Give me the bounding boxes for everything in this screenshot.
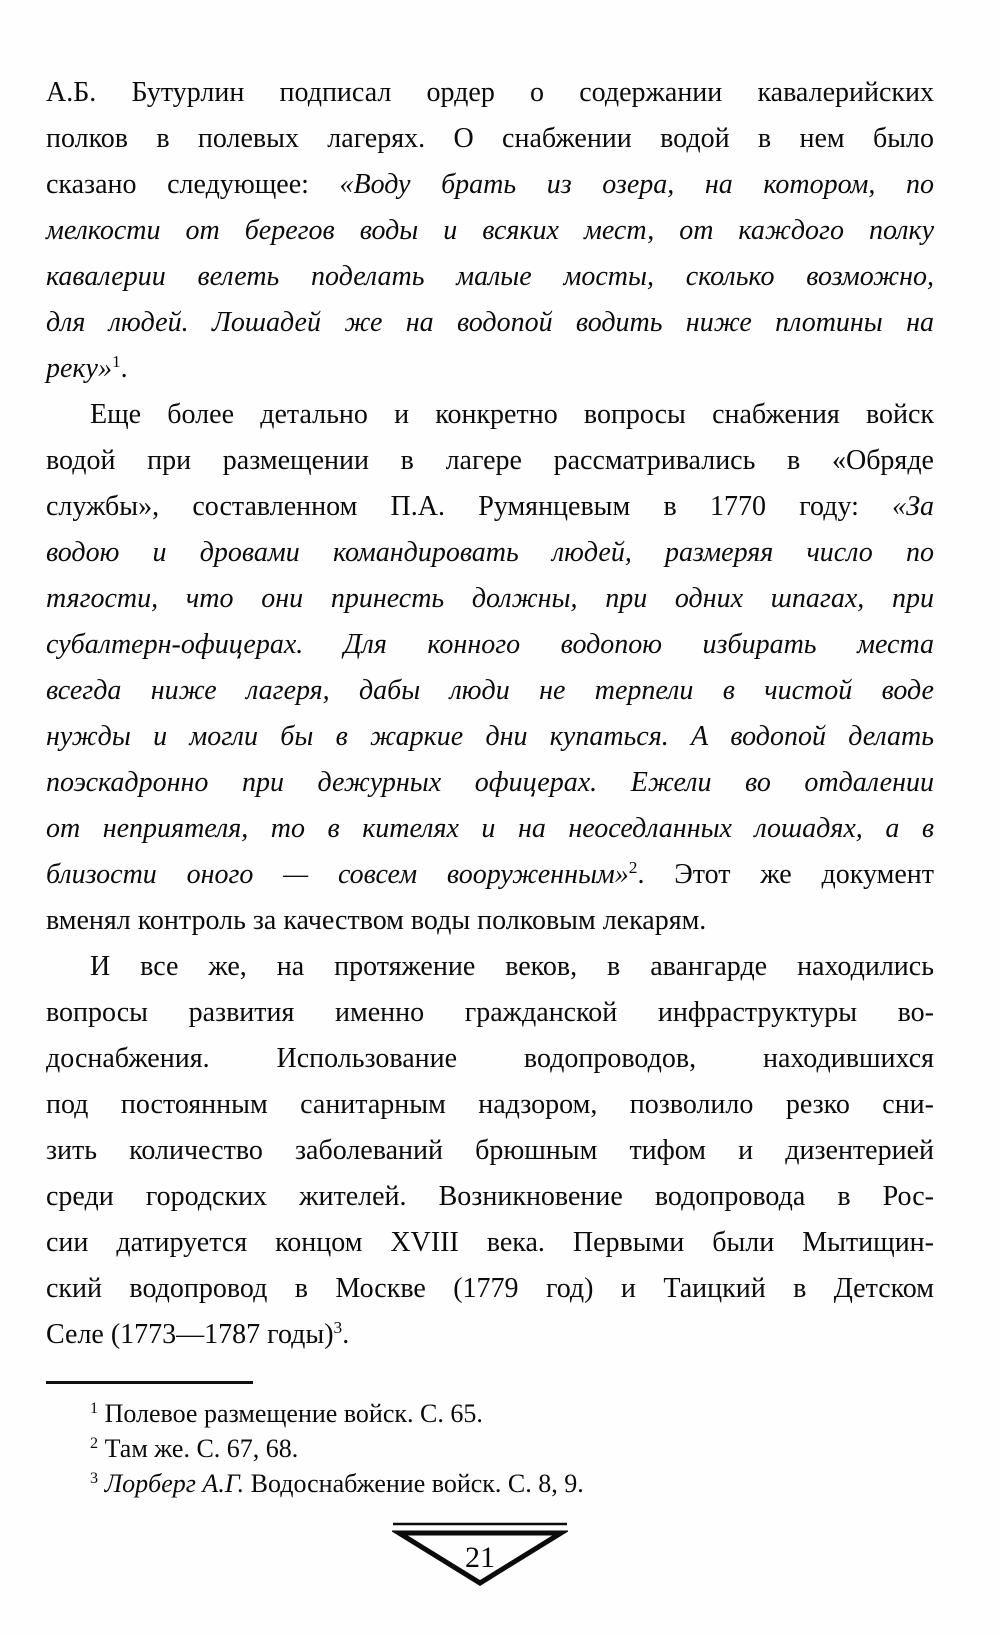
text-line [46, 438, 934, 484]
body-text: Там же. С. 67, 68. [98, 1434, 299, 1463]
paragraph [46, 392, 934, 944]
text-line [46, 208, 934, 254]
body-text: водой при размещении в лагере рассматривались в «Обряде [46, 445, 934, 476]
body-text: ский водопровод в Москве (1779 год) и Таицкий в Детском [46, 1273, 934, 1304]
text-line [46, 484, 934, 530]
body-text: . Этот же документ [637, 859, 934, 890]
text-line [46, 346, 934, 392]
italic-text: Лорберг А.Г. [98, 1469, 245, 1498]
text-line [46, 1174, 934, 1220]
body-text: вопросы развития именно гражданской инфраструктуры во- [46, 997, 934, 1028]
text-line [46, 1312, 934, 1358]
body-text: . [342, 1319, 350, 1350]
paragraph [46, 70, 934, 392]
text-line [46, 576, 934, 622]
italic-text: «За [892, 491, 934, 522]
text-line [46, 622, 934, 668]
footnotes [46, 1396, 934, 1501]
text-line [46, 760, 934, 806]
italic-text: близости оного — совсем вооруженным» [46, 859, 629, 890]
text-line [46, 852, 934, 898]
text-line [46, 70, 934, 116]
body-text: среди городских жителей. Возникновение водопровода в Рос- [46, 1181, 934, 1212]
footnote [46, 1466, 934, 1501]
text-line [46, 944, 934, 990]
text-line [46, 300, 934, 346]
footnote-marker: 1 [111, 352, 121, 372]
italic-text: тягости, что они принесть должны, при одних шпагах, при [46, 583, 934, 614]
footnote-separator [46, 1381, 253, 1384]
paragraph [46, 944, 934, 1358]
page-number-ornament [392, 1520, 568, 1590]
triangle-icon [392, 1520, 568, 1590]
page-number: 21 [465, 1541, 495, 1574]
italic-text: всегда ниже лагеря, дабы люди не терпели в чистой воде [46, 675, 934, 706]
italic-text: реку» [46, 353, 112, 384]
text-line [46, 1220, 934, 1266]
text-line [46, 254, 934, 300]
italic-text: нужды и могли бы в жаркие дни купаться. А водопой делать [46, 721, 934, 752]
body-text: А.Б. Бутурлин подписал ордер о содержании кавалерийских [46, 77, 934, 108]
footnote-marker: 1 [90, 1400, 99, 1418]
footnote [46, 1396, 934, 1431]
text-line [46, 392, 934, 438]
text-line [46, 530, 934, 576]
footnote-marker: 3 [90, 1470, 99, 1488]
text-line [46, 714, 934, 760]
italic-text: мелкости от берегов воды и всяких мест, от каждого полку [46, 215, 934, 246]
body-text: . [120, 353, 128, 384]
text-line [46, 990, 934, 1036]
text-line [46, 1266, 934, 1312]
footnote [46, 1431, 934, 1466]
text-line [46, 1036, 934, 1082]
body-text: Водоснабжение войск. С. 8, 9. [244, 1469, 584, 1498]
body-text: сказано следующее: [46, 169, 340, 200]
footnote-marker: 2 [628, 858, 638, 878]
italic-text: «Воду брать из озера, на котором, по [339, 169, 934, 200]
italic-text: от неприятеля, то в кителях и на неоседланных лошадях, а в [46, 813, 934, 844]
body-text: И все же, на протяжение веков, в авангарде находились [90, 951, 934, 982]
body-text: Еще более детально и конкретно вопросы снабжения войск [90, 399, 934, 430]
text-line [46, 162, 934, 208]
body-text: доснабжения. Использование водопроводов, находившихся [46, 1043, 934, 1074]
italic-text: водою и дровами командировать людей, размеряя число по [46, 537, 934, 568]
footnote-marker: 2 [90, 1435, 99, 1453]
body-text: вменял контроль за качеством воды полковым лекарям. [46, 905, 707, 936]
italic-text: для людей. Лошадей же на водопой водить ниже плотины на [46, 307, 934, 338]
text-body [46, 70, 934, 1358]
italic-text: субалтерн-офицерах. Для конного водопою избирать места [46, 629, 934, 660]
body-text: Полевое размещение войск. С. 65. [98, 1399, 483, 1428]
italic-text: кавалерии велеть поделать малые мосты, сколько возможно, [46, 261, 934, 292]
body-text: зить количество заболеваний брюшным тифом и дизентерией [46, 1135, 934, 1166]
text-line [46, 1128, 934, 1174]
italic-text: поэскадронно при дежурных офицерах. Ежели во отдалении [46, 767, 934, 798]
text-line [46, 806, 934, 852]
footnote-marker: 3 [333, 1318, 343, 1338]
text-line [46, 1082, 934, 1128]
text-line [46, 668, 934, 714]
body-text: Селе (1773—1787 годы) [46, 1319, 334, 1350]
body-text: службы», составленном П.А. Румянцевым в 1770 году: [46, 491, 893, 522]
body-text: под постоянным санитарным надзором, позволило резко сни- [46, 1089, 934, 1120]
body-text: сии датируется концом XVIII века. Первыми были Мытищин- [46, 1227, 934, 1258]
text-line [46, 898, 934, 944]
body-text: полков в полевых лагерях. О снабжении водой в нем было [46, 123, 934, 154]
text-line [46, 116, 934, 162]
